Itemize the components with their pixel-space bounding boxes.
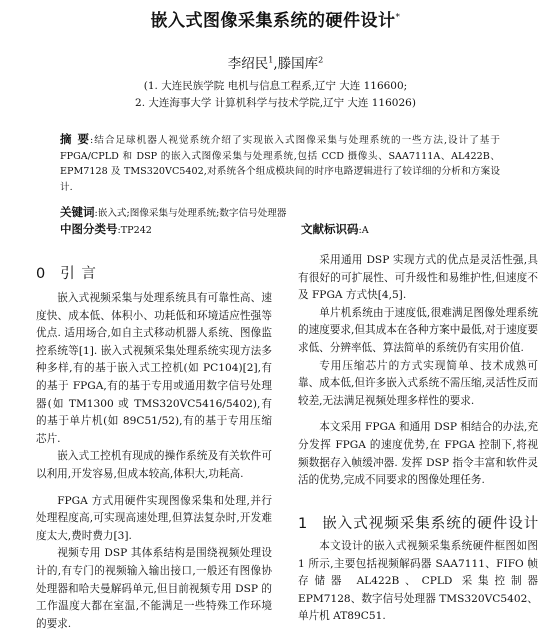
keywords [60,204,286,220]
body-paragraph: FPGA 方式用硬件实现图像采集和处理,并行处理程度高,可实现高速处理,但算法复杂时,开发难度太大,费时费力[3]. [36,494,272,542]
body-paragraph: 嵌入式视频采集与处理系统具有可靠性高、速度快、成本低、体积小、功耗低和环境适应性强等优点. 适用场合,如自主式移动机器人系统、图像监控系统等[1]. 嵌入式视频采集处理系统实现方法多种多样,有的基于嵌入式工控机(如 PC104)[2],有的基于 FPGA,有的基于专用或通用数字信号处理器(如 TM1300 或 TMS320VC5416/5402),有的基于单片机(如 89C51/52),有的基于专用压缩芯片. [36,292,272,445]
author-name: 李绍民 [227,56,269,72]
section-title: 嵌入式视频采集系统的硬件设计 [322,516,540,532]
section-heading-introduction [36,262,97,283]
keywords-label: 关键词 [60,205,95,219]
affiliation-1: (1. 大连民族学院 电机与信息工程系,辽宁 大连 116600; [143,80,408,92]
body-paragraph: 采用通用 DSP 实现方式的优点是灵活性强,具有很好的可扩展性、可升级性和易维护性,但速度不及 FPGA 方式快[4,5]. [298,254,538,302]
affiliation-2: 2. 大连海事大学 计算机科学与技术学院,辽宁 大连 116026) [135,97,416,109]
doc-code-label: 文献标识码 [301,222,359,236]
section-heading-1 [298,512,539,533]
right-column-top [298,252,538,490]
left-column [36,290,272,633]
body-paragraph: 本文采用 FPGA 和通用 DSP 相结合的办法,充分发挥 FPGA 的速度优势,在 FPGA 控制下,将视频数据存入帧缓冲器. 发挥 DSP 指令丰富和软件灵活的优势,完成不同要求的图像处理任务. [298,421,538,487]
body-paragraph: 嵌入式工控机有现成的操作系统及有关软件可以利用,开发容易,但成本较高,体积大,功耗高. [36,450,272,480]
clc-number [60,221,152,237]
title-footnote-mark: * [395,12,401,23]
right-column-bottom [298,538,538,626]
title-text: 嵌入式图像采集系统的硬件设计 [150,11,396,31]
body-paragraph: 单片机系统由于速度低,很难满足图像处理系统的速度要求,但其成本在各种方案中最低,对于速度要求低、分辨率低、算法简单的系统仍有实用价值. [298,306,538,354]
author-affiliation-mark: 1 [268,55,274,65]
section-number: 0 [36,266,47,282]
body-paragraph: 本文设计的嵌入式视频采集系统硬件框图如图 1 所示,主要包括视频解码器 SAA7111、FIFO 帧存储器 AL422B、CPLD 采集控制器 EPM7128、数字信号处理器 TMS320VC5402、单片机 AT89C51. [298,540,538,623]
paper-title [0,6,551,31]
body-paragraph: 专用压缩芯片的方式实现简单、技术成熟可靠、成本低,但许多嵌入式系统不需压缩,灵活性反而较差,无法满足视频处理多样性的要求. [298,359,538,407]
doc-code-value: :A [358,225,369,236]
abstract-text: :结合足球机器人视觉系统介绍了实现嵌入式图像采集与处理系统的一些方法,设计了基于 FPGA/CPLD 和 DSP 的嵌入式图像采集与处理系统,包括 CCD 摄像头、SAA7111A、AL422B、EPM7128 及 TMS320VC5402,对系统各个组成模块间的时序电路逻辑进行了较详细的分析和方案设计. [60,135,500,193]
section-number: 1 [298,516,309,532]
clc-value: :TP242 [117,225,152,236]
section-title: 引 言 [60,266,97,282]
abstract [60,132,500,195]
abstract-label: 摘 要 [60,132,91,146]
document-code [301,221,369,237]
clc-label: 中图分类号 [60,222,118,236]
author-name: ,滕国库 [273,56,319,72]
author-affiliation-mark: 2 [318,55,324,65]
author-line [0,52,551,72]
keywords-text: :嵌入式;图像采集与处理系统;数字信号处理器 [94,208,287,219]
body-paragraph: 视频专用 DSP 其体系结构是围绕视频处理设计的,有专门的视频输入输出接口,一般还有图像协处理器和哈夫曼解码单元,但目前视频专用 DSP 的工作温度大都在室温,不能满足一些特殊工作环境的要求. [36,547,272,630]
